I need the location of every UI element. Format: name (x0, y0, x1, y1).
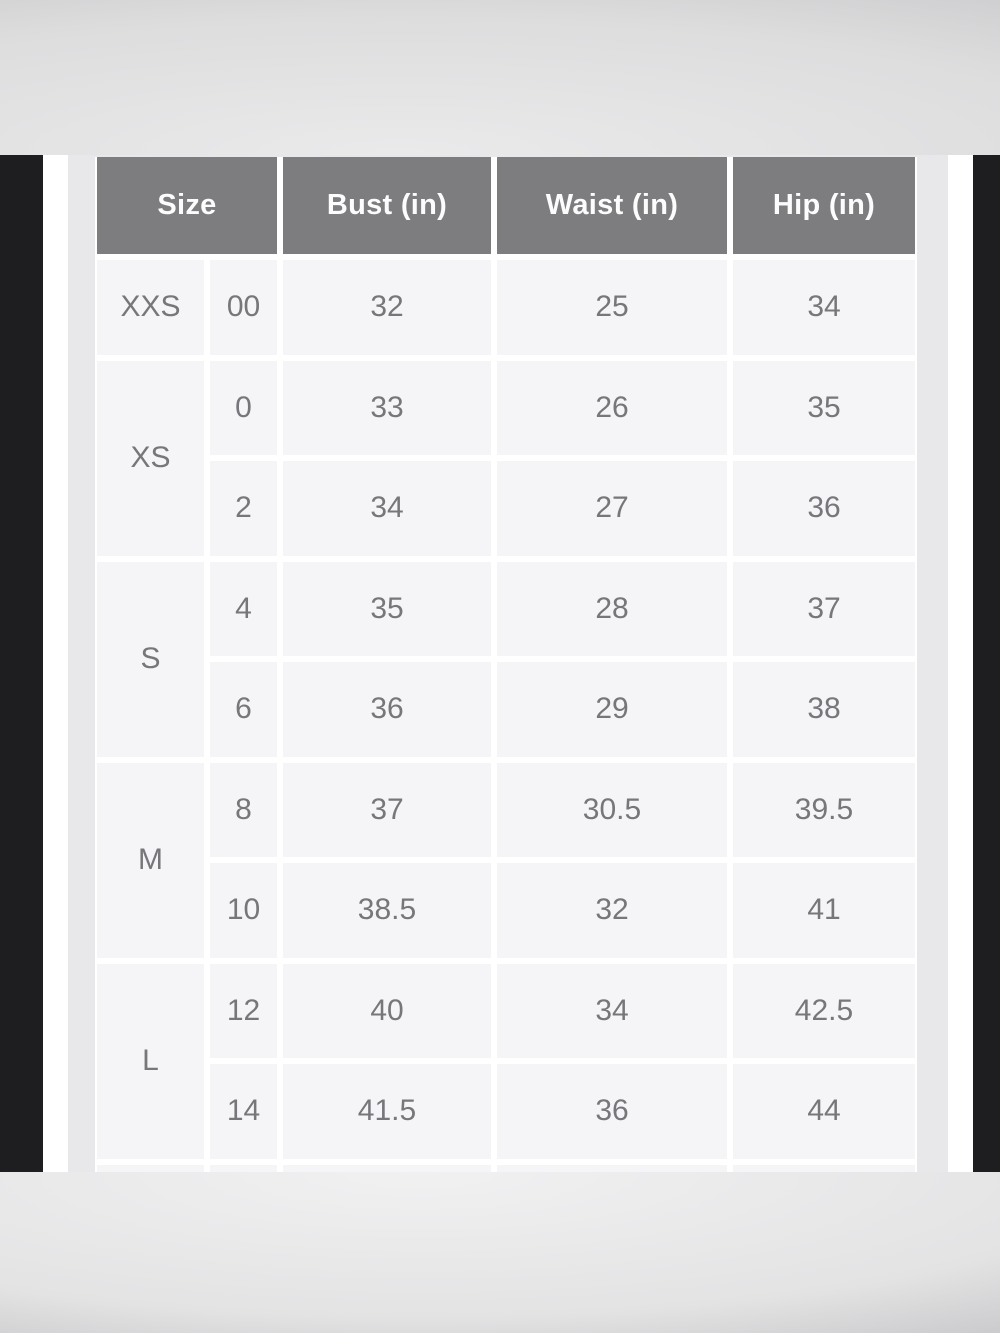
cell-hip: 44 (733, 1064, 915, 1159)
size-chart-table (95, 157, 917, 1172)
cell-bust: 37 (283, 763, 491, 858)
cell-waist: 27 (497, 461, 727, 556)
cell-size-group: XXS (97, 260, 204, 355)
cell-hip: 34 (733, 260, 915, 355)
cell-waist: 34 (497, 964, 727, 1059)
cell-bust: 32 (283, 260, 491, 355)
cell-waist: 29 (497, 662, 727, 757)
cell-partial-next-row (283, 1165, 491, 1173)
cell-hip: 41 (733, 863, 915, 958)
cell-bust: 38.5 (283, 863, 491, 958)
cell-size-number: 8 (210, 763, 277, 858)
cell-bust: 41.5 (283, 1064, 491, 1159)
letterbox-bar-left (0, 155, 43, 1172)
top-gradient-band (0, 0, 1000, 155)
cell-hip: 42.5 (733, 964, 915, 1059)
cell-size-number: 6 (210, 662, 277, 757)
cell-waist: 32 (497, 863, 727, 958)
cell-hip: 37 (733, 562, 915, 657)
cell-size-group: S (97, 562, 204, 757)
cell-size-number: 00 (210, 260, 277, 355)
page-content (0, 155, 1000, 1172)
cell-bust: 35 (283, 562, 491, 657)
cell-partial-next-row (733, 1165, 915, 1173)
cell-size-number: 14 (210, 1064, 277, 1159)
cell-waist: 25 (497, 260, 727, 355)
cell-waist: 36 (497, 1064, 727, 1159)
cell-partial-next-row (497, 1165, 727, 1173)
cell-bust: 33 (283, 361, 491, 456)
cell-hip: 35 (733, 361, 915, 456)
cell-waist: 26 (497, 361, 727, 456)
cell-partial-next-row (210, 1165, 277, 1173)
cell-size-number: 10 (210, 863, 277, 958)
cell-size-group: XS (97, 361, 204, 556)
cell-hip: 38 (733, 662, 915, 757)
cell-bust: 34 (283, 461, 491, 556)
header-cell-waist: Waist (in) (497, 157, 727, 254)
cell-hip: 39.5 (733, 763, 915, 858)
cell-bust: 40 (283, 964, 491, 1059)
cell-size-group: L (97, 964, 204, 1159)
header-cell-size: Size (97, 157, 277, 254)
cell-size-number: 2 (210, 461, 277, 556)
cell-size-number: 12 (210, 964, 277, 1059)
cell-size-number: 4 (210, 562, 277, 657)
cell-bust: 36 (283, 662, 491, 757)
cell-partial-next-row (97, 1165, 204, 1173)
header-cell-hip: Hip (in) (733, 157, 915, 254)
cell-waist: 30.5 (497, 763, 727, 858)
cell-size-group: M (97, 763, 204, 958)
cell-hip: 36 (733, 461, 915, 556)
cell-size-number: 0 (210, 361, 277, 456)
cell-waist: 28 (497, 562, 727, 657)
letterbox-bar-right (973, 155, 1000, 1172)
header-cell-bust: Bust (in) (283, 157, 491, 254)
bottom-gradient-band (0, 1172, 1000, 1333)
